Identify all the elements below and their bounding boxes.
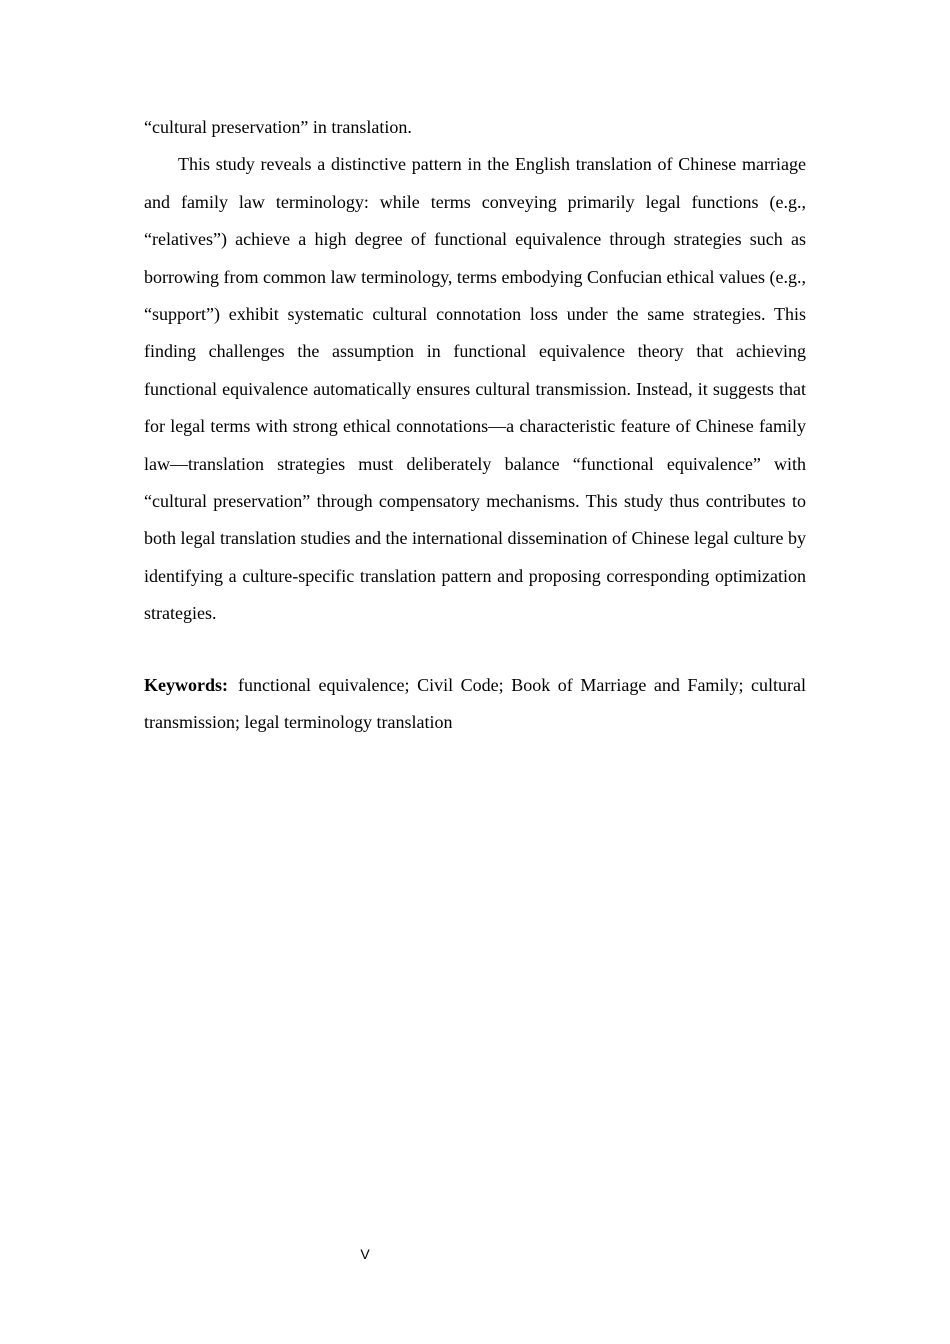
abstract-body bbox=[144, 109, 806, 742]
keywords-label: Keywords: bbox=[144, 674, 228, 695]
continued-line: “cultural preservation” in translation. bbox=[144, 117, 412, 137]
page-number: V bbox=[360, 1246, 370, 1262]
keywords-line bbox=[144, 667, 806, 742]
keywords-text: functional equivalence; Civil Code; Book of Marriage and Family; cultural transmission; legal terminology translation bbox=[144, 674, 806, 733]
abstract-paragraph: This study reveals a distinctive pattern in the English translation of Chinese marriage and family law terminology: while terms conveying primarily legal functions (e.g., “relatives”) achieve a high degree of functional equivalence through strategies such as borrowing from common law terminology, terms embodying Confucian ethical values (e.g., “support”) exhibit systematic cultural connotation loss under the same strategies. This finding challenges the assumption in functional equivalence theory that achieving functional equivalence automatically ensures cultural transmission. Instead, it suggests that for legal terms with strong ethical connotations—a characteristic feature of Chinese family law—translation strategies must deliberately balance “functional equivalence” with “cultural preservation” through compensatory mechanisms. This study thus contributes to both legal translation studies and the international dissemination of Chinese legal culture by identifying a culture-specific translation pattern and proposing corresponding optimization strategies. bbox=[144, 154, 806, 624]
